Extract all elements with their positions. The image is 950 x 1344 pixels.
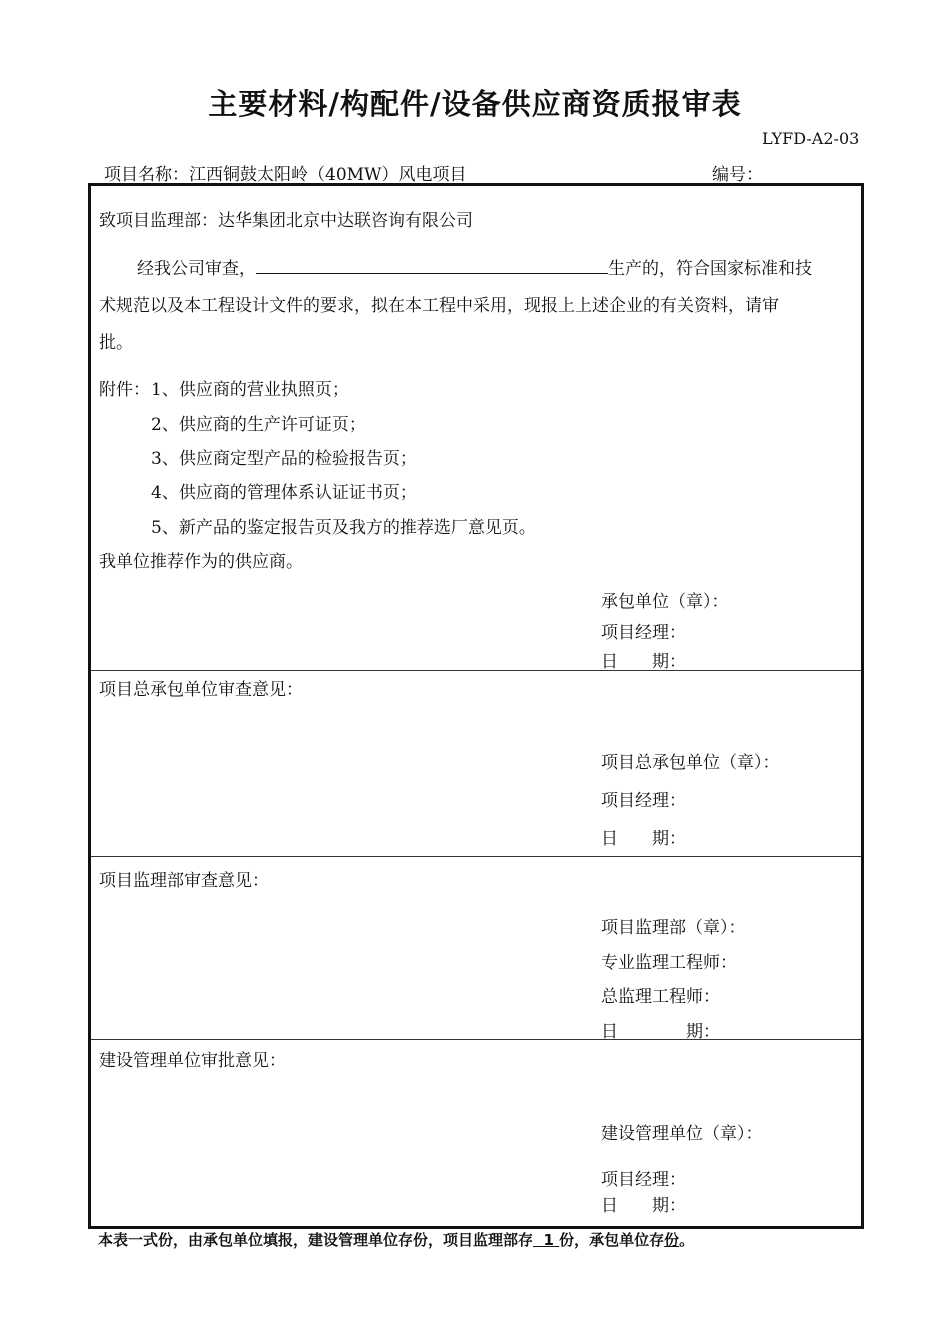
review-paragraph-line2: 术规范以及本工程设计文件的要求，拟在本工程中采用，现报上上述企业的有关资料，请审 <box>99 296 779 316</box>
general-contractor-seal-label: 项目总承包单位（章）： <box>601 753 780 773</box>
form-code: LYFD-A2-03 <box>762 129 860 148</box>
attachment-item: 4、供应商的管理体系认证证书页； <box>151 483 417 503</box>
footer-text-4: 。 <box>679 1231 695 1249</box>
owner-approval-heading: 建设管理单位审批意见： <box>99 1051 286 1071</box>
number-label: 编号： <box>712 165 763 185</box>
date-label: 日 期： <box>601 829 686 849</box>
section-divider <box>91 856 861 857</box>
date-label: 日 期： <box>601 1196 686 1216</box>
date-label: 日 期： <box>601 652 686 672</box>
page-title: 主要材料/构配件/设备供应商资质报审表 <box>208 87 742 121</box>
footer-note <box>98 1229 694 1250</box>
footer-copies: 1 <box>543 1231 554 1249</box>
review-paragraph-line3: 批。 <box>99 333 133 353</box>
section-divider <box>91 1039 861 1040</box>
para-start: 经我公司审查， <box>137 259 256 279</box>
supplier-blank[interactable] <box>256 255 608 274</box>
project-name: 项目名称：江西铜鼓太阳岭（40MW）风电项目 <box>104 165 467 185</box>
attachment-item: 5、新产品的鉴定报告页及我方的推荐选厂意见页。 <box>151 518 536 538</box>
project-manager-label: 项目经理： <box>601 623 686 643</box>
attachment-item: 2、供应商的生产许可证页； <box>151 415 366 435</box>
para-after-blank: 生产的，符合国家标准和技 <box>608 259 812 279</box>
owner-seal-label: 建设管理单位（章）： <box>601 1124 763 1144</box>
chief-engineer-label: 总监理工程师： <box>601 987 720 1007</box>
attachment-item: 3、供应商定型产品的检验报告页； <box>151 449 417 469</box>
supervision-seal-label: 项目监理部（章）： <box>601 918 746 938</box>
review-paragraph-line1 <box>137 254 812 279</box>
footer-text-1: 本表一式份，由承包单位填报，建设管理单位存份，项目监理部存 <box>98 1231 534 1249</box>
general-contractor-opinion-heading: 项目总承包单位审查意见： <box>99 680 303 700</box>
footer-text-3: 份 <box>664 1231 680 1249</box>
attachment-item: 1、供应商的营业执照页； <box>151 380 349 400</box>
attachments-label: 附件： <box>99 380 150 400</box>
specialist-engineer-label: 专业监理工程师： <box>601 953 737 973</box>
project-manager-label: 项目经理： <box>601 1170 686 1190</box>
date-label: 日 期： <box>601 1022 720 1042</box>
recommend-text: 我单位推荐作为的供应商。 <box>99 552 303 572</box>
section-divider <box>91 670 861 671</box>
project-manager-label: 项目经理： <box>601 791 686 811</box>
addressee: 致项目监理部：达华集团北京中达联咨询有限公司 <box>99 211 473 231</box>
contractor-seal-label: 承包单位（章）： <box>601 592 729 612</box>
supervision-opinion-heading: 项目监理部审查意见： <box>99 871 269 891</box>
form-table <box>88 183 864 1229</box>
footer-text-2: 份，承包单位存 <box>559 1231 665 1249</box>
